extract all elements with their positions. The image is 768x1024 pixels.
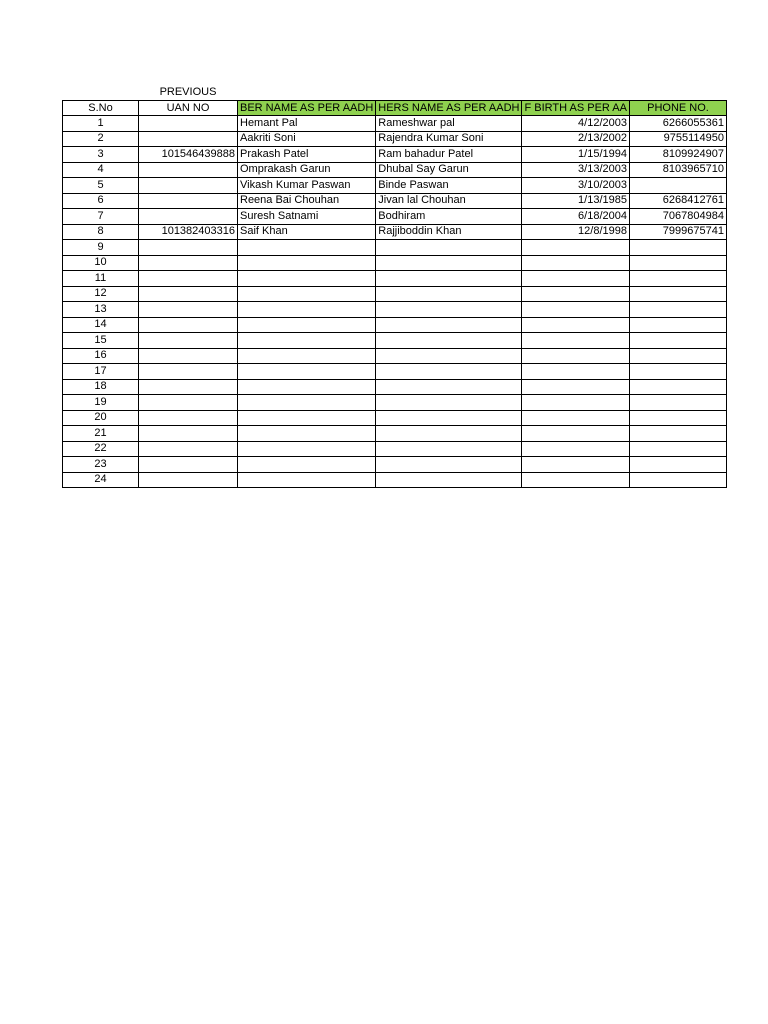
cell-uan[interactable] xyxy=(139,131,238,147)
cell-father-name[interactable] xyxy=(376,457,522,473)
cell-uan[interactable] xyxy=(139,255,238,271)
cell-father-name[interactable] xyxy=(376,255,522,271)
cell-dob[interactable] xyxy=(522,348,630,364)
spreadsheet xyxy=(62,85,727,488)
cell-uan[interactable] xyxy=(139,410,238,426)
cell-sno[interactable]: 24 xyxy=(63,472,139,488)
cell-phone[interactable]: 9755114950 xyxy=(629,131,726,147)
cell-sno[interactable]: 22 xyxy=(63,441,139,457)
cell-sno[interactable]: 5 xyxy=(63,178,139,194)
cell-member-name[interactable] xyxy=(238,364,376,380)
cell-dob[interactable] xyxy=(522,255,630,271)
cell-phone[interactable] xyxy=(629,271,726,287)
cell-uan[interactable] xyxy=(139,441,238,457)
cell-member-name[interactable]: Saif Khan xyxy=(238,224,376,240)
cell-sno[interactable]: 10 xyxy=(63,255,139,271)
cell-member-name[interactable] xyxy=(238,441,376,457)
cell-dob[interactable] xyxy=(522,426,630,442)
cell-member-name[interactable]: Suresh Satnami xyxy=(238,209,376,225)
cell-dob[interactable] xyxy=(522,472,630,488)
header-row xyxy=(63,101,727,116)
cell-dob[interactable] xyxy=(522,441,630,457)
cell-father-name[interactable]: Jivan lal Chouhan xyxy=(376,193,522,209)
cell-sno[interactable]: 14 xyxy=(63,317,139,333)
header-father-name[interactable]: HERS NAME AS PER AADH xyxy=(376,101,522,116)
cell-member-name[interactable]: Reena Bai Chouhan xyxy=(238,193,376,209)
cell-sno[interactable]: 13 xyxy=(63,302,139,318)
cell-father-name[interactable] xyxy=(376,395,522,411)
cell-phone[interactable]: 7999675741 xyxy=(629,224,726,240)
cell-father-name[interactable] xyxy=(376,426,522,442)
cell-uan[interactable] xyxy=(139,193,238,209)
cell-phone[interactable] xyxy=(629,333,726,349)
cell-dob[interactable] xyxy=(522,286,630,302)
table-row xyxy=(63,379,727,395)
cell-uan[interactable] xyxy=(139,317,238,333)
cell-father-name[interactable]: Ram bahadur Patel xyxy=(376,147,522,163)
cell-member-name[interactable] xyxy=(238,240,376,256)
cell-dob[interactable]: 6/18/2004 xyxy=(522,209,630,225)
cell-phone[interactable] xyxy=(629,441,726,457)
table-row xyxy=(63,224,727,240)
header-member-name[interactable]: BER NAME AS PER AADH xyxy=(238,101,376,116)
table-row xyxy=(63,271,727,287)
cell-phone[interactable] xyxy=(629,410,726,426)
table-row xyxy=(63,302,727,318)
cell-father-name[interactable] xyxy=(376,379,522,395)
cell-father-name[interactable] xyxy=(376,441,522,457)
cell-phone[interactable] xyxy=(629,178,726,194)
cell-member-name[interactable]: Prakash Patel xyxy=(238,147,376,163)
cell-phone[interactable]: 8103965710 xyxy=(629,162,726,178)
cell-member-name[interactable] xyxy=(238,410,376,426)
cell-phone[interactable]: 7067804984 xyxy=(629,209,726,225)
cell-dob[interactable] xyxy=(522,379,630,395)
cell-dob[interactable] xyxy=(522,302,630,318)
table-row xyxy=(63,410,727,426)
uan-top-label: PREVIOUS xyxy=(159,86,217,98)
cell-father-name[interactable] xyxy=(376,302,522,318)
table-row xyxy=(63,395,727,411)
cell-sno[interactable]: 18 xyxy=(63,379,139,395)
cell-uan[interactable] xyxy=(139,333,238,349)
cell-member-name[interactable]: Omprakash Garun xyxy=(238,162,376,178)
cell-uan[interactable]: 101546439888 xyxy=(139,147,238,163)
cell-phone[interactable] xyxy=(629,348,726,364)
cell-sno[interactable]: 3 xyxy=(63,147,139,163)
cell-uan[interactable] xyxy=(139,162,238,178)
table-row xyxy=(63,147,727,163)
cell-dob[interactable] xyxy=(522,240,630,256)
cell-father-name[interactable] xyxy=(376,317,522,333)
cell-father-name[interactable] xyxy=(376,472,522,488)
table-row xyxy=(63,193,727,209)
cell-uan[interactable] xyxy=(139,395,238,411)
cell-member-name[interactable] xyxy=(238,426,376,442)
cell-uan[interactable] xyxy=(139,116,238,132)
cell-sno[interactable]: 11 xyxy=(63,271,139,287)
cell-member-name[interactable] xyxy=(238,333,376,349)
cell-uan[interactable] xyxy=(139,472,238,488)
cell-sno[interactable]: 19 xyxy=(63,395,139,411)
cell-member-name[interactable] xyxy=(238,302,376,318)
cell-dob[interactable]: 12/8/1998 xyxy=(522,224,630,240)
cell-sno[interactable]: 15 xyxy=(63,333,139,349)
cell-father-name[interactable] xyxy=(376,286,522,302)
cell-member-name[interactable] xyxy=(238,348,376,364)
cell-father-name[interactable] xyxy=(376,240,522,256)
cell-father-name[interactable] xyxy=(376,364,522,380)
cell-father-name[interactable]: Rameshwar pal xyxy=(376,116,522,132)
cell-uan[interactable] xyxy=(139,286,238,302)
table-row xyxy=(63,472,727,488)
table-row xyxy=(63,240,727,256)
cell-uan[interactable]: 101382403316 xyxy=(139,224,238,240)
cell-phone[interactable] xyxy=(629,379,726,395)
cell-phone[interactable] xyxy=(629,286,726,302)
cell-sno[interactable]: 6 xyxy=(63,193,139,209)
cell-father-name[interactable] xyxy=(376,333,522,349)
cell-phone[interactable] xyxy=(629,317,726,333)
cell-sno[interactable]: 21 xyxy=(63,426,139,442)
cell-dob[interactable] xyxy=(522,457,630,473)
cell-phone[interactable] xyxy=(629,302,726,318)
cell-phone[interactable] xyxy=(629,395,726,411)
cell-uan[interactable] xyxy=(139,271,238,287)
table-row xyxy=(63,209,727,225)
table-row xyxy=(63,286,727,302)
cell-uan[interactable] xyxy=(139,348,238,364)
cell-uan[interactable] xyxy=(139,178,238,194)
cell-dob[interactable] xyxy=(522,333,630,349)
header-dob[interactable]: F BIRTH AS PER AA xyxy=(522,101,630,116)
cell-dob[interactable] xyxy=(522,271,630,287)
cell-sno[interactable]: 17 xyxy=(63,364,139,380)
cell-sno[interactable]: 20 xyxy=(63,410,139,426)
cell-dob[interactable] xyxy=(522,410,630,426)
table-row xyxy=(63,457,727,473)
header-uan[interactable]: UAN NO xyxy=(139,101,238,116)
cell-sno[interactable]: 23 xyxy=(63,457,139,473)
cell-dob[interactable] xyxy=(522,395,630,411)
cell-dob[interactable]: 2/13/2002 xyxy=(522,131,630,147)
cell-phone[interactable] xyxy=(629,457,726,473)
cell-father-name[interactable]: Rajjiboddin Khan xyxy=(376,224,522,240)
cell-dob[interactable]: 1/13/1985 xyxy=(522,193,630,209)
cell-sno[interactable]: 12 xyxy=(63,286,139,302)
cell-phone[interactable] xyxy=(629,255,726,271)
cell-member-name[interactable]: Aakriti Soni xyxy=(238,131,376,147)
cell-member-name[interactable] xyxy=(238,255,376,271)
cell-sno[interactable]: 7 xyxy=(63,209,139,225)
cell-member-name[interactable]: Vikash Kumar Paswan xyxy=(238,178,376,194)
table-row xyxy=(63,348,727,364)
header-sno[interactable]: S.No xyxy=(63,101,139,116)
employee-table xyxy=(62,100,727,488)
cell-uan[interactable] xyxy=(139,240,238,256)
cell-member-name[interactable] xyxy=(238,472,376,488)
cell-member-name[interactable] xyxy=(238,379,376,395)
cell-father-name[interactable] xyxy=(376,348,522,364)
cell-sno[interactable]: 1 xyxy=(63,116,139,132)
cell-sno[interactable]: 4 xyxy=(63,162,139,178)
cell-father-name[interactable] xyxy=(376,410,522,426)
cell-dob[interactable] xyxy=(522,317,630,333)
cell-phone[interactable]: 6266055361 xyxy=(629,116,726,132)
cell-phone[interactable] xyxy=(629,364,726,380)
cell-sno[interactable]: 9 xyxy=(63,240,139,256)
cell-dob[interactable]: 3/10/2003 xyxy=(522,178,630,194)
cell-dob[interactable] xyxy=(522,364,630,380)
cell-sno[interactable]: 16 xyxy=(63,348,139,364)
cell-dob[interactable]: 1/15/1994 xyxy=(522,147,630,163)
table-row xyxy=(63,441,727,457)
cell-phone[interactable] xyxy=(629,240,726,256)
cell-member-name[interactable] xyxy=(238,286,376,302)
cell-uan[interactable] xyxy=(139,457,238,473)
cell-uan[interactable] xyxy=(139,379,238,395)
cell-uan[interactable] xyxy=(139,302,238,318)
table-row xyxy=(63,426,727,442)
cell-dob[interactable]: 3/13/2003 xyxy=(522,162,630,178)
table-row xyxy=(63,317,727,333)
cell-uan[interactable] xyxy=(139,364,238,380)
cell-member-name[interactable] xyxy=(238,457,376,473)
cell-sno[interactable]: 2 xyxy=(63,131,139,147)
table-row xyxy=(63,131,727,147)
pre-header-row xyxy=(62,85,727,100)
cell-member-name[interactable] xyxy=(238,317,376,333)
cell-uan[interactable] xyxy=(139,209,238,225)
cell-phone[interactable]: 8109924907 xyxy=(629,147,726,163)
cell-father-name[interactable] xyxy=(376,271,522,287)
cell-phone[interactable]: 6268412761 xyxy=(629,193,726,209)
cell-member-name[interactable] xyxy=(238,271,376,287)
cell-uan[interactable] xyxy=(139,426,238,442)
table-row xyxy=(63,255,727,271)
cell-sno[interactable]: 8 xyxy=(63,224,139,240)
cell-father-name[interactable]: Dhubal Say Garun xyxy=(376,162,522,178)
table-row xyxy=(63,178,727,194)
cell-phone[interactable] xyxy=(629,472,726,488)
cell-member-name[interactable] xyxy=(238,395,376,411)
table-row xyxy=(63,333,727,349)
table-row xyxy=(63,364,727,380)
header-phone[interactable]: PHONE NO. xyxy=(629,101,726,116)
table-row xyxy=(63,162,727,178)
cell-father-name[interactable]: Rajendra Kumar Soni xyxy=(376,131,522,147)
cell-member-name[interactable]: Hemant Pal xyxy=(238,116,376,132)
cell-dob[interactable]: 4/12/2003 xyxy=(522,116,630,132)
cell-father-name[interactable]: Binde Paswan xyxy=(376,178,522,194)
table-row xyxy=(63,116,727,132)
cell-father-name[interactable]: Bodhiram xyxy=(376,209,522,225)
cell-phone[interactable] xyxy=(629,426,726,442)
